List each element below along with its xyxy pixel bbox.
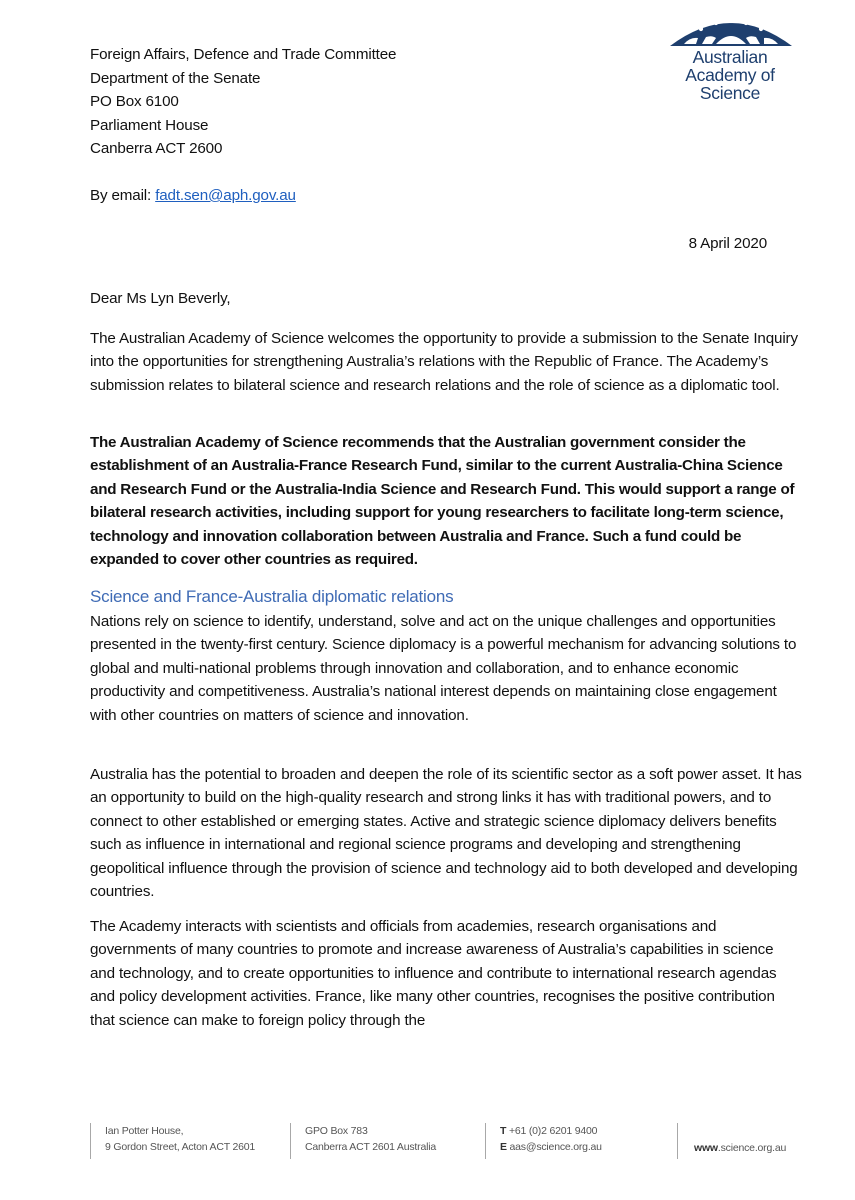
address-line: Department of the Senate	[90, 69, 261, 87]
footer-website	[677, 1123, 787, 1159]
footer-text: Ian Potter House,	[105, 1125, 184, 1137]
address-line: PO Box 6100	[90, 93, 179, 111]
footer-text: 9 Gordon Street, Acton ACT 2601	[105, 1141, 256, 1153]
body-paragraph: Nations rely on science to identify, understand, solve and act on the unique challenges and opportunities presented in the twenty-first century. Science diplomacy is a powerful mechanism for advancing solutions to global and multi-national problems through innovation and collaboration, and to enhance economic productivity and competitiveness. Australia’s national interest depends on maintaining close engagement with other countries on matters of science and innovation.	[90, 613, 797, 724]
intro-paragraph: The Australian Academy of Science welcomes the opportunity to provide a submission to the Senate Inquiry into the opportunities for strengthening Australia’s relations with the Republic of France. The Academy’s submission relates to bilateral science and research relations and the role of science as a diplomatic tool.	[90, 330, 798, 394]
letter-date: 8 April 2020	[688, 235, 767, 252]
letterhead-footer	[0, 1123, 855, 1163]
bridge-arch-icon	[668, 8, 794, 48]
footer-email-address: aas@science.org.au	[509, 1141, 602, 1153]
website-link[interactable]	[694, 1140, 786, 1156]
address-line: Parliament House	[90, 116, 209, 134]
phone-number: +61 (0)2 6201 9400	[508, 1125, 598, 1137]
address-line: Foreign Affairs, Defence and Trade Committee	[90, 46, 397, 63]
footer-postal-address	[290, 1123, 436, 1159]
address-line: Canberra ACT 2600	[90, 140, 223, 158]
logo-line: Academy of	[685, 65, 775, 85]
footer-text: Canberra ACT 2601 Australia	[305, 1141, 436, 1153]
footer-phone	[500, 1123, 602, 1139]
footer-contact	[485, 1123, 602, 1159]
recipient-address	[90, 43, 510, 161]
section-heading: Science and France-Australia diplomatic relations	[90, 587, 454, 606]
phone-label: T	[500, 1125, 507, 1137]
logo-line: Science	[699, 83, 761, 103]
salutation: Dear Ms Lyn Beverly,	[90, 290, 231, 307]
recipient-email-link[interactable]: fadt.sen@aph.gov.au	[155, 187, 296, 204]
footer-street-address	[90, 1123, 255, 1159]
logo-wordmark	[668, 48, 792, 102]
email-label: E	[500, 1141, 507, 1153]
email-line	[90, 184, 296, 207]
body-paragraph: The Academy interacts with scientists and officials from academies, research organisations and governments of many countries to promote and increase awareness of Australia’s capabilities in science and technology, and to create opportunities to influence and contribute to international research agendas and policy development activities. France, like many other countries, recognises the positive contribution that science can make to foreign policy through the	[90, 918, 777, 1029]
recommendation-paragraph: The Australian Academy of Science recommends that the Australian government consider the establishment of an Australia-France Research Fund, similar to the current Australia-China Science and Research Fund or the Australia-India Science and Research Fund. This would support a range of bilateral research activities, including support for young researchers to facilitate long-term science, technology and innovation collaboration between Australia and France. Such a fund could be expanded to cover other countries as required.	[90, 434, 795, 569]
footer-email	[500, 1139, 602, 1155]
email-prefix: By email:	[90, 187, 156, 204]
logo-line: Australian	[692, 47, 768, 67]
web-prefix: www	[694, 1142, 718, 1154]
academy-logo	[668, 8, 794, 112]
footer-text: GPO Box 783	[305, 1125, 368, 1137]
body-paragraph: Australia has the potential to broaden and deepen the role of its scientific sector as a soft power asset. It has an opportunity to build on the high-quality research and strong links it has with traditional powers, and to connect to other established or emerging states. Active and strategic science diplomacy delivers benefits such as influence in international and regional science programs and developing and strengthening geopolitical influence through the provision of science and technology aid to both developed and developing countries.	[90, 766, 802, 901]
web-domain: .science.org.au	[717, 1142, 787, 1154]
